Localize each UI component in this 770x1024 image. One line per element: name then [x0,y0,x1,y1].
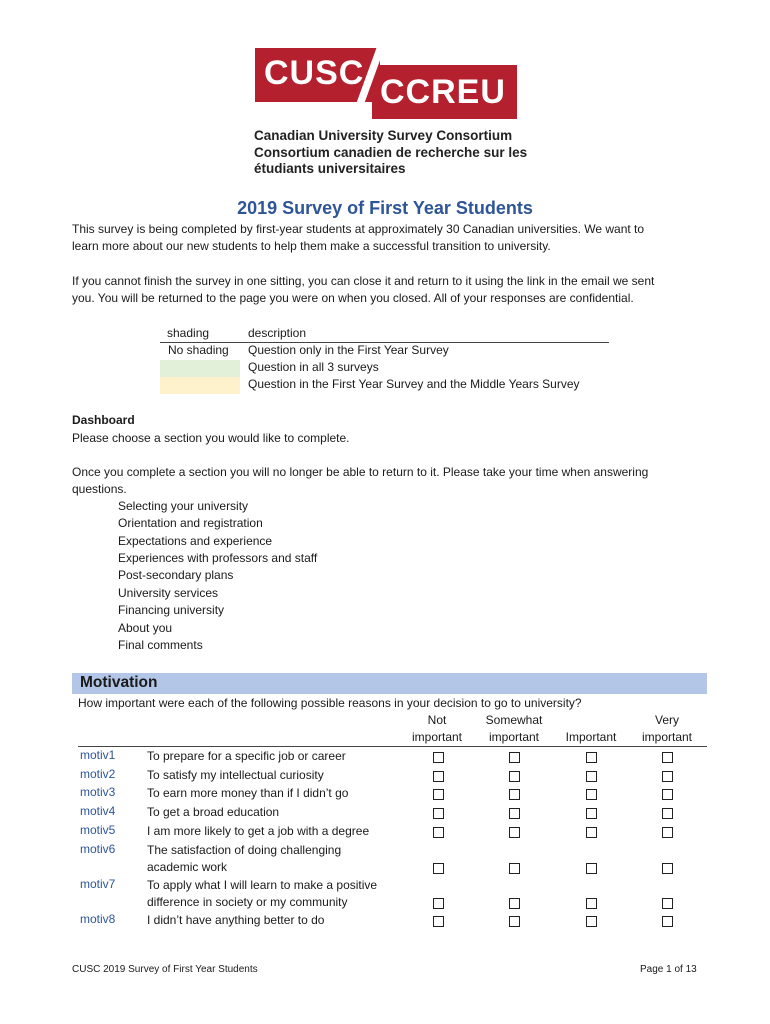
item-text: The satisfaction of doing challenging [147,843,342,857]
dashboard-instruction: Please choose a section you would like to complete. [72,431,350,445]
checkbox-somewhat-important[interactable] [509,789,520,800]
column-header-somewhat-important [478,712,550,746]
column-header-line: important [488,730,540,744]
org-name-fr-1: Consortium canadien de recherche sur les [254,145,528,160]
checkbox-very-important[interactable] [662,752,673,763]
table-header-divider [78,746,707,747]
checkbox-somewhat-important[interactable] [509,752,520,763]
checkbox-very-important[interactable] [662,863,673,874]
section-link-services[interactable]: University services [118,586,219,600]
item-code: motiv1 [80,748,116,762]
logo-cusc-text: CUSC [264,54,365,92]
checkbox-important[interactable] [586,771,597,782]
checkbox-important[interactable] [586,827,597,838]
column-header-important [556,712,626,746]
column-header-not-important [402,712,472,746]
item-text: To apply what I will learn to make a positive [147,878,378,892]
section-link-about-you[interactable]: About you [118,621,173,635]
item-code: motiv5 [80,823,116,837]
item-code: motiv4 [80,804,116,818]
item-text: To get a broad education [147,805,280,819]
legend-description: Question in all 3 surveys [248,360,379,374]
checkbox-not-important[interactable] [433,916,444,927]
footer-title: CUSC 2019 Survey of First Year Students [72,964,258,975]
legend-description: Question in the First Year Survey and the Middle Years Survey [248,377,580,391]
checkbox-not-important[interactable] [433,808,444,819]
checkbox-not-important[interactable] [433,827,444,838]
checkbox-somewhat-important[interactable] [509,771,520,782]
checkbox-important[interactable] [586,752,597,763]
checkbox-somewhat-important[interactable] [509,916,520,927]
item-text: To earn more money than if I didn’t go [147,786,349,800]
section-header-motivation [72,673,707,694]
checkbox-not-important[interactable] [433,898,444,909]
legend-header-shading: shading [167,326,210,340]
checkbox-important[interactable] [586,789,597,800]
item-code: motiv3 [80,785,116,799]
org-name-en: Canadian University Survey Consortium [254,128,513,143]
logo-ccreu-block [372,65,517,119]
logo-ccreu-text: CCREU [380,73,506,111]
checkbox-somewhat-important[interactable] [509,898,520,909]
dashboard-title: Dashboard [72,413,135,427]
checkbox-somewhat-important[interactable] [509,863,520,874]
checkbox-not-important[interactable] [433,771,444,782]
item-text-cont: difference in society or my community [147,895,348,909]
checkbox-important[interactable] [586,916,597,927]
legend-shading-label: No shading [168,343,229,357]
section-link-selecting-university[interactable]: Selecting your university [118,499,249,513]
checkbox-important[interactable] [586,808,597,819]
column-header-line [556,712,626,729]
column-header-line: Important [565,730,617,744]
item-code: motiv8 [80,912,116,926]
item-code: motiv7 [80,877,116,891]
legend-description: Question only in the First Year Survey [248,343,449,357]
section-link-orientation[interactable]: Orientation and registration [118,516,263,530]
page-number: Page 1 of 13 [640,964,697,975]
org-name-fr-2: étudiants universitaires [254,161,406,176]
column-header-line: important [641,730,693,744]
checkbox-not-important[interactable] [433,789,444,800]
column-header-line: Not [427,713,447,727]
item-text: To satisfy my intellectual curiosity [147,768,324,782]
checkbox-very-important[interactable] [662,916,673,927]
item-text: I didn’t have anything better to do [147,913,325,927]
checkbox-very-important[interactable] [662,827,673,838]
section-heading: Motivation [80,674,158,691]
section-link-final-comments[interactable]: Final comments [118,638,203,652]
checkbox-somewhat-important[interactable] [509,827,520,838]
dashboard-note-2: questions. [72,482,127,496]
section-link-expectations[interactable]: Expectations and experience [118,534,273,548]
checkbox-somewhat-important[interactable] [509,808,520,819]
section-link-financing[interactable]: Financing university [118,603,225,617]
checkbox-very-important[interactable] [662,898,673,909]
column-header-line: Very [654,713,679,727]
legend-swatch-yellow [160,377,240,394]
item-code: motiv6 [80,842,116,856]
column-header-line: Somewhat [485,713,543,727]
item-code: motiv2 [80,767,116,781]
item-text: I am more likely to get a job with a degree [147,824,370,838]
section-link-professors-staff[interactable]: Experiences with professors and staff [118,551,318,565]
legend-swatch-green [160,360,240,377]
intro-line-1: This survey is being completed by first-year students at approximately 30 Canadian universities. We want to [72,222,645,236]
checkbox-not-important[interactable] [433,863,444,874]
column-header-very-important [632,712,702,746]
question-text: How important were each of the following possible reasons in your decision to go to university? [78,696,582,710]
intro-line-3: If you cannot finish the survey in one sitting, you can close it and return to it using the link in the email we sent [72,274,655,288]
page-title: 2019 Survey of First Year Students [237,198,533,218]
section-link-post-secondary[interactable]: Post-secondary plans [118,568,234,582]
legend-header-description: description [248,326,307,340]
checkbox-very-important[interactable] [662,789,673,800]
checkbox-very-important[interactable] [662,771,673,782]
item-text-cont: academic work [147,860,228,874]
item-text: To prepare for a specific job or career [147,749,346,763]
column-header-line: important [411,730,463,744]
intro-line-2: learn more about our new students to help them make a successful transition to university. [72,239,551,253]
checkbox-important[interactable] [586,898,597,909]
checkbox-not-important[interactable] [433,752,444,763]
intro-line-4: you. You will be returned to the page you were on when you closed. All of your responses are confidential. [72,291,634,305]
checkbox-important[interactable] [586,863,597,874]
checkbox-very-important[interactable] [662,808,673,819]
dashboard-note-1: Once you complete a section you will no longer be able to return to it. Please take your time when answering [72,465,649,479]
